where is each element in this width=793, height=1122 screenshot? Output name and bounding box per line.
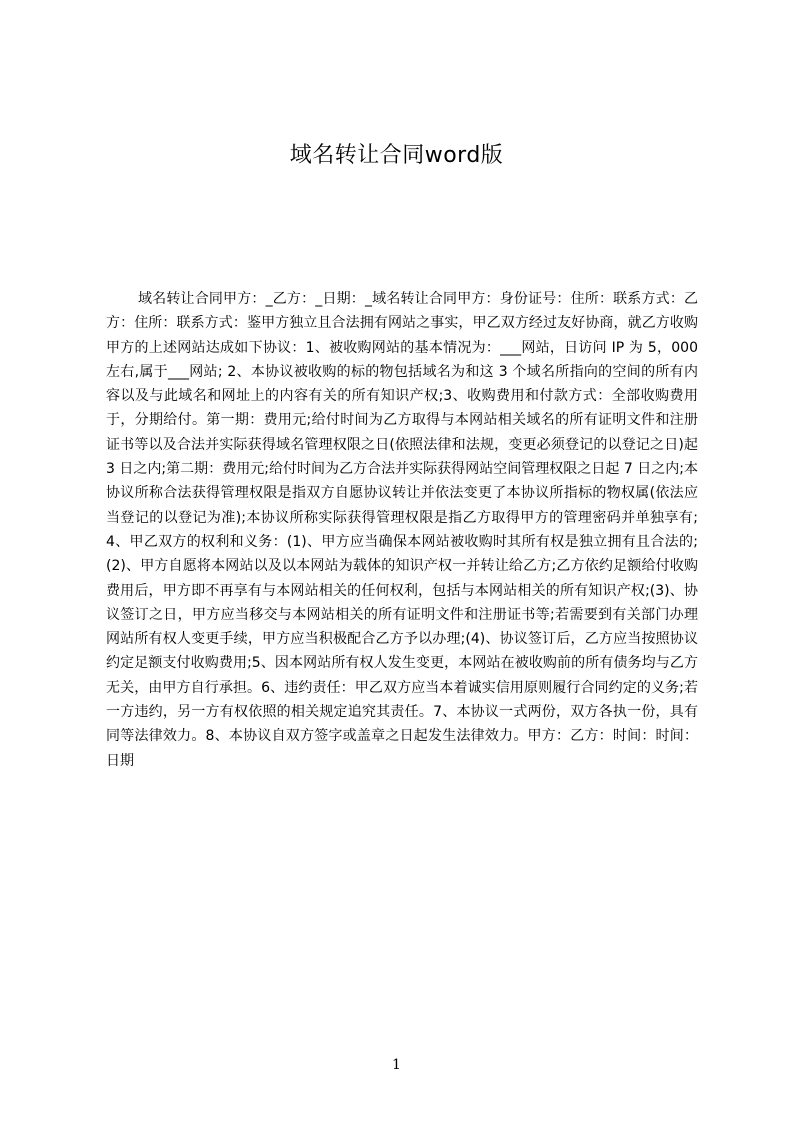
document-title: 域名转让合同word版 [289,143,504,168]
page-number: 1 [392,1057,401,1073]
contract-body-text: 域名转让合同甲方：_乙方：_日期：_域名转让合同甲方：身份证号：住所：联系方式：乙方：住所：联系方式：鉴甲方独立且合法拥有网站之事实，甲乙双方经过友好协商，就乙方收购甲方的上述网站达成如下协议：1、被收购网站的基本情况为：___网站，日访问 IP 为 5，000 左右,属于___网站; 2、本协议被收购的标的物包括域名为和这 3 个域名所指向的空间的所有内容以及与此域名和网址上的内容有关的所有知识产权;3、收购费用和付款方式：全部收购费用于，分期给付。第一期：费用元;给付时间为乙方取得与本网站相关域名的所有证明文件和注册证书等以及合法并实际获得域名管理权限之日(依照法律和法规，变更必须登记的以登记之日)起 3 日之内;第二期：费用元;给付时间为乙方合法并实际获得网站空间管理权限之日起 7 日之内;本协议所称合法获得管理权限是指双方自愿协议转让并依法变更了本协议所指标的物权属(依法应当登记的以登记为准);本协议所称实际获得管理权限是指乙方取得甲方的管理密码并单独享有;4、甲乙双方的权利和义务：(1)、甲方应当确保本网站被收购时其所有权是独立拥有且合法的;(2)、甲方自愿将本网站以及以本网站为载体的知识产权一并转让给乙方;乙方依约足额给付收购费用后，甲方即不再享有与本网站相关的任何权利，包括与本网站相关的所有知识产权;(3)、协议签订之日，甲方应当移交与本网站相关的所有证明文件和注册证书等;若需要到有关部门办理网站所有权人变更手续，甲方应当积极配合乙方予以办理;(4)、协议签订后，乙方应当按照协议约定足额支付收购费用;5、因本网站所有权人发生变更，本网站在被收购前的所有债务均与乙方无关，由甲方自行承担。6、违约责任：甲乙双方应当本着诚实信用原则履行合同约定的义务;若一方违约，另一方有权依照的相关规定追究其责任。7、本协议一式两份，双方各执一份，具有同等法律效力。8、本协议自双方签字或盖章之日起发生法律效力。甲方：乙方：时间：时间：日期 [106,291,698,769]
